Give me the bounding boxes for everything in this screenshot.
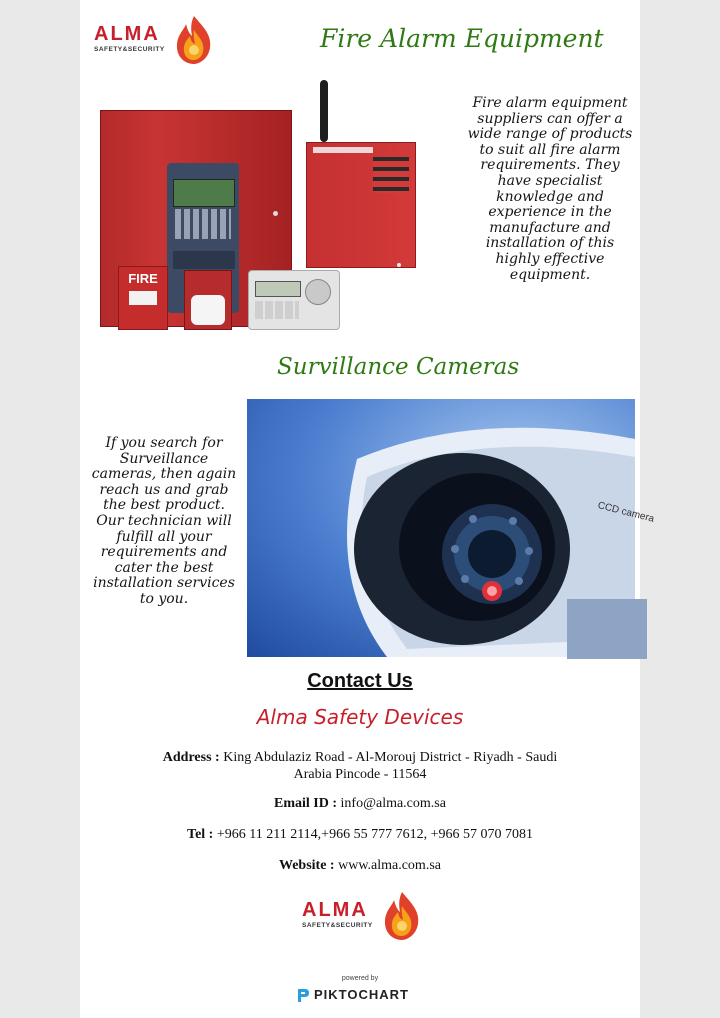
logo-word: ALMA (94, 23, 160, 45)
piktochart-brand[interactable] (296, 985, 426, 1005)
flame-logo-icon (380, 890, 424, 942)
footer-logo-tagline: SAFETY&SECURITY (302, 922, 373, 929)
camera-image (247, 399, 656, 657)
piktochart-icon (296, 987, 310, 1003)
surveillance-title: Survillance Cameras (277, 354, 520, 380)
header-logo (92, 16, 222, 66)
company-name: Alma Safety Devices (256, 705, 464, 729)
address-block (150, 749, 570, 783)
footer-logo-word: ALMA (302, 899, 368, 921)
address-label: Address : (162, 750, 220, 765)
footer-logo (300, 892, 430, 942)
page-title: Fire Alarm Equipment (320, 24, 604, 53)
website-block (150, 857, 570, 874)
address-value: King Abdulaziz Road - Al-Morouj District - Riyadh - Saudi Arabia Pincode - 11564 (223, 750, 558, 782)
email-link[interactable]: info@alma.com.sa (340, 796, 446, 811)
camera-label: CCD camera (596, 500, 656, 525)
tel-label: Tel : (187, 827, 214, 842)
website-label: Website : (278, 858, 335, 873)
piktochart-wordmark: PIKTOCHART (314, 987, 409, 1002)
tel-block (150, 826, 570, 843)
fire-pull-station (118, 266, 168, 330)
email-label: Email ID : (274, 796, 338, 811)
email-block (150, 795, 570, 812)
flame-logo-icon (172, 14, 216, 66)
keypad-annunciator (248, 270, 340, 330)
website-link[interactable]: www.alma.com.sa (338, 858, 441, 873)
powered-by-label: powered by (341, 975, 379, 982)
fire-alarm-image (96, 80, 426, 332)
strobe-light (184, 270, 232, 330)
tel-value[interactable]: +966 11 211 2114,+966 55 777 7612, +966 57 070 7081 (216, 827, 533, 842)
communicator-panel (306, 142, 416, 268)
surveillance-description: If you search for Surveillance cameras, then again reach us and grab the best product. Our technician will fulfill all your requirements and cater the best installation services to you. (91, 435, 237, 607)
logo-tagline: SAFETY&SECURITY (94, 46, 165, 53)
contact-title: Contact Us (307, 670, 413, 692)
fire-alarm-description: Fire alarm equipment suppliers can offer a wide range of products to suit all fire alarm requirements. They have specialist knowledge and experience in the manufacture and installation of this highly effective equipment. (467, 95, 633, 283)
fire-label: FIRE (128, 271, 158, 286)
antenna (320, 80, 328, 142)
